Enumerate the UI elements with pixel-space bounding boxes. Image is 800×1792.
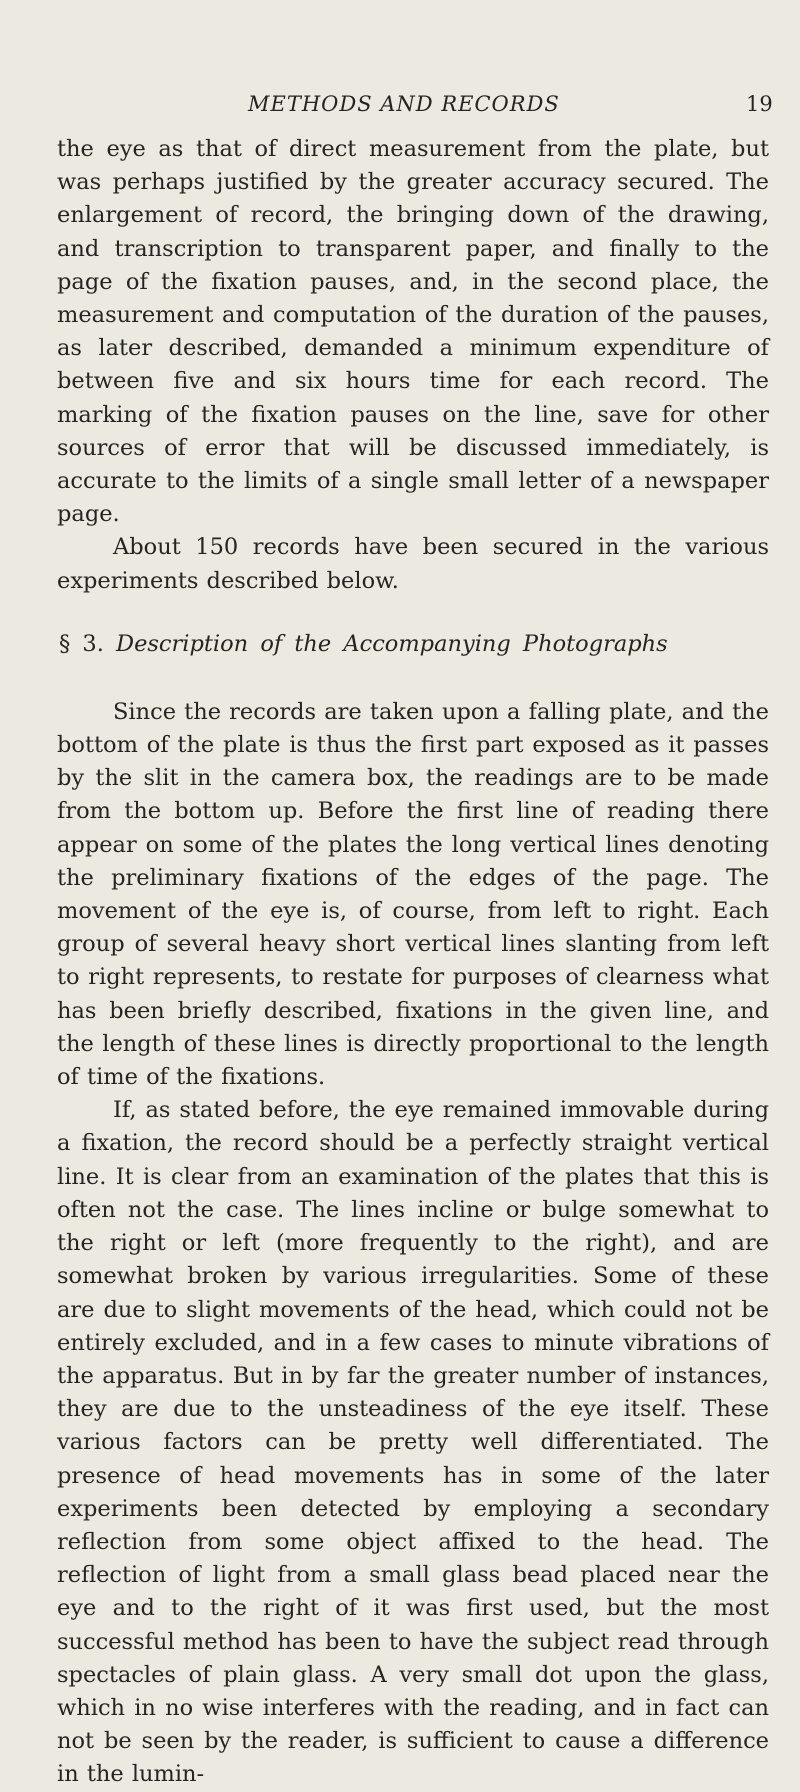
section-number: § 3. (59, 630, 104, 657)
running-header (0, 92, 800, 122)
body-text (57, 133, 769, 1792)
section-title: Description of the Accompanying Photographs (116, 630, 668, 657)
paragraph-3: Since the records are taken upon a falling plate, and the bottom of the plate is thus the first part exposed as it passes by the slit in the camera box, the readings are to be made from the bottom up. Before the first line of reading there appear on some of the plates the long vertical lines denoting the preliminary fixations of the edges of the page. The movement of the eye is, of course, from left to right. Each group of several heavy short vertical lines slanting from left to right represents, to restate for purposes of clearness what has been briefly described, fixations in the given line, and the length of these lines is directly proportional to the length of time of the fixations. (57, 698, 769, 1091)
section-heading (57, 628, 769, 661)
paragraph-4: If, as stated before, the eye remained immovable during a fixation, the record should be a perfectly straight vertical line. It is clear from an examination of the plates that this is often not the case. The lines incline or bulge somewhat to the right or left (more frequently to the right), and are somewhat broken by various irregularities. Some of these are due to slight movements of the head, which could not be entirely excluded, and in a few cases to minute vibrations of the apparatus. But in by far the greater number of instances, they are due to the unsteadiness of the eye itself. These various factors can be pretty well differentiated. The presence of head movements has in some of the later experiments been detected by employing a secondary reflection from some object affixed to the head. The reflection of light from a small glass bead placed near the eye and to the right of it was first used, but the most successful method has been to have the subject read through spectacles of plain glass. A very small dot upon the glass, which in no wise interferes with the reading, and in fact can not be seen by the reader, is sufficient to cause a difference in the lumin- (57, 1097, 769, 1788)
page-number: 19 (746, 92, 773, 116)
paragraph-2: About 150 records have been secured in the various experiments described below. (57, 534, 769, 594)
paragraph-1: the eye as that of direct measurement from the plate, but was perhaps justified by the greater accuracy secured. The enlargement of record, the bringing down of the drawing, and transcription to transparent paper, and finally to the page of the fixation pauses, and, in the second place, the measurement and computation of the duration of the pauses, as later described, demanded a minimum expenditure of between five and six hours time for each record. The marking of the fixation pauses on the line, save for other sources of error that will be discussed immediately, is accurate to the limits of a single small letter of a newspaper page. (57, 136, 769, 528)
running-title: METHODS AND RECORDS (248, 92, 560, 116)
